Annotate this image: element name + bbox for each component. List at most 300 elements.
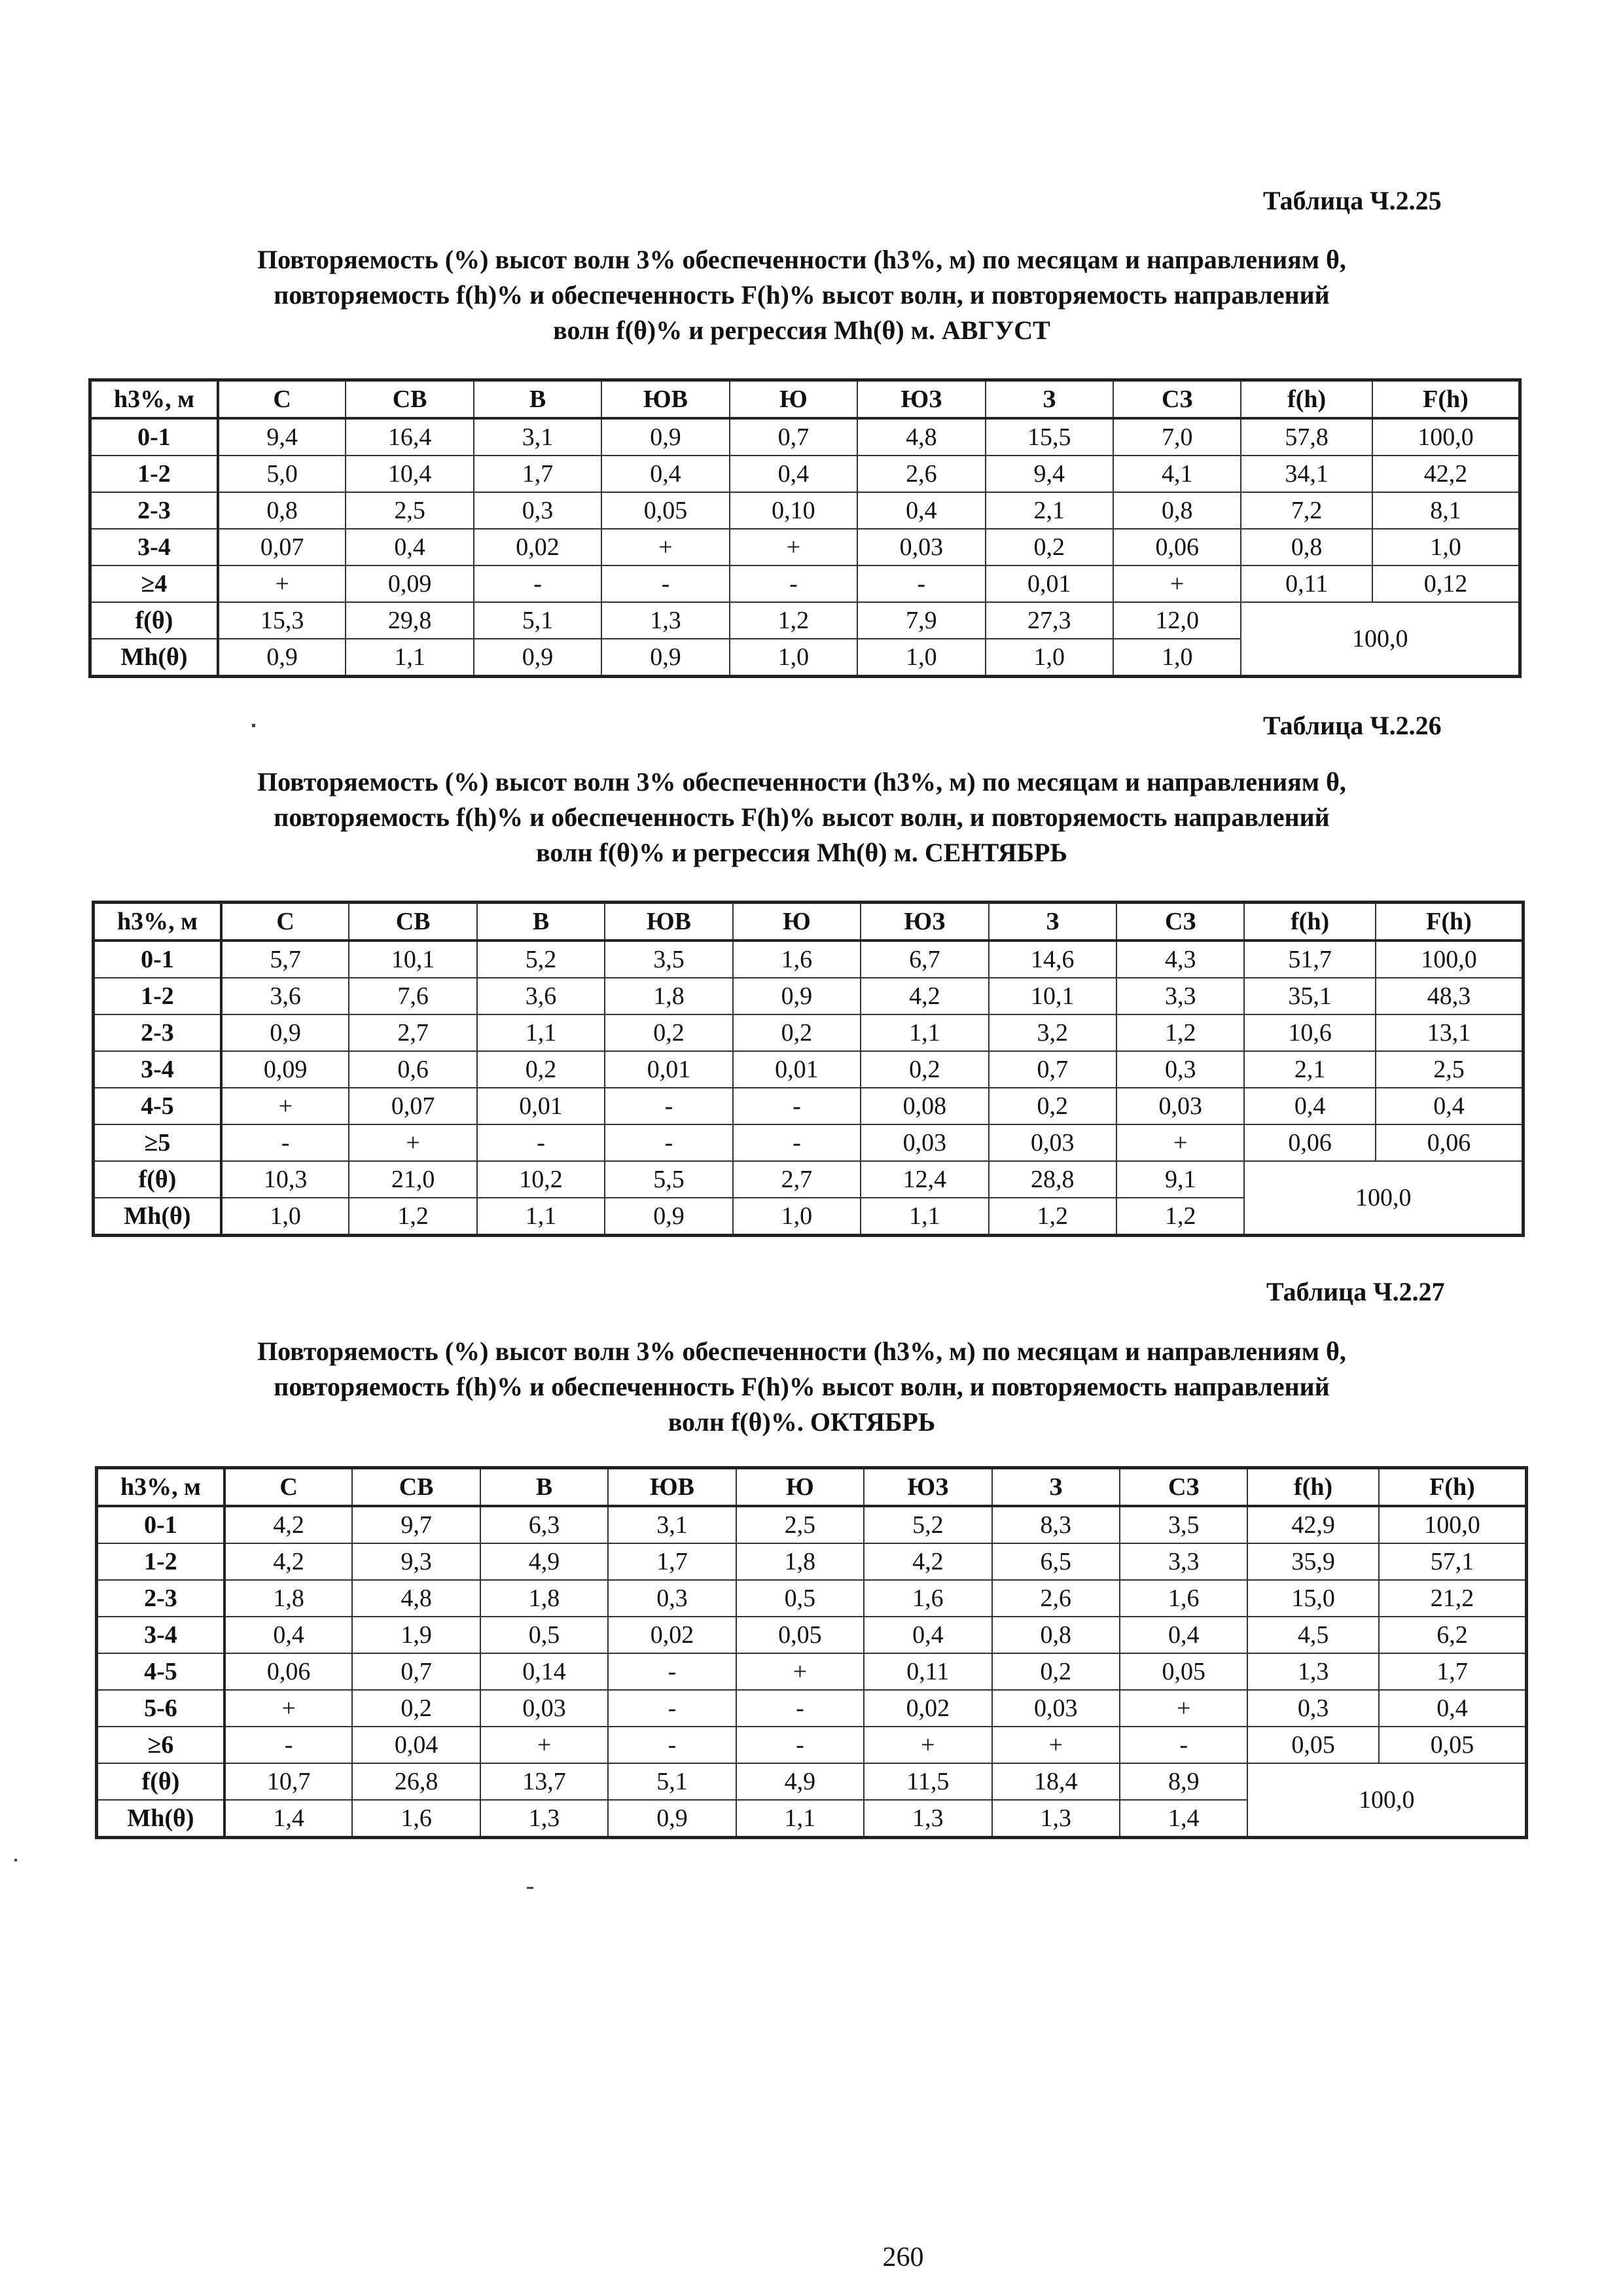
table-cell: 0,4 [857, 492, 985, 529]
column-header: СЗ [1120, 1468, 1247, 1507]
table-cell: 16,4 [346, 418, 473, 456]
row-label: 2-3 [94, 1014, 221, 1051]
table-cell: 0,8 [1241, 529, 1372, 565]
table-cell: 10,2 [477, 1161, 605, 1198]
table-cell: - [733, 1124, 861, 1161]
title-line: волн f(θ)% и регрессия Mh(θ) м. СЕНТЯБРЬ [536, 838, 1067, 867]
table-cell: - [601, 565, 729, 602]
column-header: h3%, м [94, 903, 221, 941]
table-cell: 1,9 [352, 1617, 480, 1653]
table-cell: 0,03 [992, 1690, 1120, 1727]
table-cell: 0,05 [1379, 1727, 1527, 1763]
table-cell: 7,6 [349, 978, 476, 1014]
table-row [97, 1653, 1527, 1690]
table-cell: + [1120, 1690, 1247, 1727]
table-cell: 4,3 [1116, 941, 1244, 978]
table-cell: - [608, 1727, 736, 1763]
column-header: СЗ [1113, 380, 1241, 419]
table-cell: 0,7 [989, 1051, 1116, 1088]
table-row [97, 1727, 1527, 1763]
table-cell: - [608, 1653, 736, 1690]
row-label: 1-2 [90, 456, 218, 492]
table-cell: 1,6 [1120, 1580, 1247, 1617]
column-header: В [474, 380, 601, 419]
table-cell: 0,2 [352, 1690, 480, 1727]
table-cell: 2,1 [986, 492, 1113, 529]
table-cell: 1,1 [736, 1800, 864, 1838]
table-cell: 13,7 [480, 1763, 608, 1800]
table-cell: 2,6 [857, 456, 985, 492]
row-label: f(θ) [90, 602, 218, 639]
column-header: f(h) [1244, 903, 1375, 941]
column-header: F(h) [1376, 903, 1524, 941]
table-cell: 0,5 [480, 1617, 608, 1653]
table-cell: 9,4 [218, 418, 346, 456]
column-header: З [992, 1468, 1120, 1507]
table-cell: 1,1 [346, 639, 473, 677]
table-cell: 1,4 [224, 1800, 352, 1838]
table-cell: 0,02 [864, 1690, 991, 1727]
table-cell: 1,3 [992, 1800, 1120, 1838]
table-row [97, 1580, 1527, 1617]
table-cell: 3,6 [221, 978, 349, 1014]
table-cell: 1,2 [1116, 1198, 1244, 1236]
table-cell: 35,1 [1244, 978, 1375, 1014]
table-cell: 4,1 [1113, 456, 1241, 492]
table-cell: 1,3 [480, 1800, 608, 1838]
table-cell: + [218, 565, 346, 602]
column-header: С [221, 903, 349, 941]
table-cell: 10,1 [989, 978, 1116, 1014]
table-cell: 15,0 [1247, 1580, 1378, 1617]
table-cell: - [221, 1124, 349, 1161]
table-cell: 15,5 [986, 418, 1113, 456]
table-cell: 1,8 [480, 1580, 608, 1617]
table-cell: + [1113, 565, 1241, 602]
table-cell: 0,4 [224, 1617, 352, 1653]
f-theta-row [90, 602, 1520, 639]
table-cell: 57,1 [1379, 1543, 1527, 1580]
table-cell: 6,3 [480, 1506, 608, 1543]
table-cell: 48,3 [1376, 978, 1524, 1014]
table-cell: 1,7 [1379, 1653, 1527, 1690]
table-cell: 15,3 [218, 602, 346, 639]
table-cell: + [224, 1690, 352, 1727]
table-cell: 100,0 [1372, 418, 1520, 456]
table-cell: 1,8 [736, 1543, 864, 1580]
table-cell: 51,7 [1244, 941, 1375, 978]
table-cell: 0,4 [601, 456, 729, 492]
table-cell: 10,1 [349, 941, 476, 978]
table-cell: 0,12 [1372, 565, 1520, 602]
table-cell: 0,4 [1379, 1690, 1527, 1727]
table-cell: 1,2 [1116, 1014, 1244, 1051]
table-row [97, 1543, 1527, 1580]
table-cell: 10,7 [224, 1763, 352, 1800]
scan-speck [527, 1887, 533, 1889]
table-cell: 1,1 [477, 1014, 605, 1051]
column-header: ЮЗ [861, 903, 988, 941]
table-cell: + [992, 1727, 1120, 1763]
column-header: f(h) [1241, 380, 1372, 419]
row-label: Mh(θ) [90, 639, 218, 677]
table-cell: 10,3 [221, 1161, 349, 1198]
title-line: волн f(θ)% и регрессия Mh(θ) м. АВГУСТ [553, 315, 1050, 345]
table-cell: - [857, 565, 985, 602]
table-row [90, 456, 1520, 492]
table-row [90, 492, 1520, 529]
table-row [94, 1124, 1524, 1161]
table-cell: 0,06 [1376, 1124, 1524, 1161]
table-cell: 10,4 [346, 456, 473, 492]
table-cell: 0,03 [857, 529, 985, 565]
table-cell: 10,6 [1244, 1014, 1375, 1051]
table-cell: 0,04 [352, 1727, 480, 1763]
table-cell: - [730, 565, 857, 602]
table-cell: 0,08 [861, 1088, 988, 1124]
table-row [90, 565, 1520, 602]
table-cell: 4,8 [352, 1580, 480, 1617]
title-line: волн f(θ)%. ОКТЯБРЬ [668, 1407, 936, 1437]
row-label: 2-3 [90, 492, 218, 529]
table-cell: 0,7 [352, 1653, 480, 1690]
title-line: повторяемость f(h)% и обеспеченность F(h)% высот волн, и повторяемость направлений [274, 802, 1330, 832]
row-label: 0-1 [94, 941, 221, 978]
table-cell: 2,5 [1376, 1051, 1524, 1088]
table-cell: 9,4 [986, 456, 1113, 492]
table-cell: 0,07 [218, 529, 346, 565]
table-cell: 1,1 [477, 1198, 605, 1236]
table-cell: 0,8 [1113, 492, 1241, 529]
table-cell: 0,07 [349, 1088, 476, 1124]
table-cell: 1,0 [857, 639, 985, 677]
title-line: Повторяемость (%) высот волн 3% обеспеченности (h3%, м) по месяцам и направлениям θ, [257, 767, 1346, 797]
row-label: 4-5 [97, 1653, 224, 1690]
table-cell: 5,2 [864, 1506, 991, 1543]
table-cell: 9,7 [352, 1506, 480, 1543]
table-cell: 0,05 [1120, 1653, 1247, 1690]
table-cell: 4,2 [864, 1543, 991, 1580]
table-cell: 5,7 [221, 941, 349, 978]
table-row [90, 529, 1520, 565]
table-cell: 0,05 [1247, 1727, 1378, 1763]
table-cell: + [601, 529, 729, 565]
table-header-row [94, 903, 1524, 941]
table-cell: 1,6 [864, 1580, 991, 1617]
row-label: 3-4 [97, 1617, 224, 1653]
column-header: В [480, 1468, 608, 1507]
table-cell: 1,6 [352, 1800, 480, 1838]
table-cell: 0,2 [605, 1014, 732, 1051]
table-cell: 1,2 [349, 1198, 476, 1236]
table-cell: 4,2 [224, 1543, 352, 1580]
table-cell: 1,0 [1113, 639, 1241, 677]
table-cell: 21,0 [349, 1161, 476, 1198]
table-cell: 0,4 [346, 529, 473, 565]
table-cell: 0,9 [733, 978, 861, 1014]
wave-table [88, 378, 1522, 678]
table-cell: - [474, 565, 601, 602]
column-header: СВ [352, 1468, 480, 1507]
table-cell: 4,9 [736, 1763, 864, 1800]
table-number: Таблица Ч.2.26 [1263, 711, 1442, 740]
table-cell: 6,2 [1379, 1617, 1527, 1653]
page-number: 260 [882, 2242, 924, 2272]
table-cell: 6,5 [992, 1543, 1120, 1580]
column-header: В [477, 903, 605, 941]
row-label: ≥4 [90, 565, 218, 602]
table-cell: 12,0 [1113, 602, 1241, 639]
table-cell: 0,03 [480, 1690, 608, 1727]
table-cell: - [608, 1690, 736, 1727]
table-cell: 3,1 [474, 418, 601, 456]
table-cell: 4,5 [1247, 1617, 1378, 1653]
table-cell: + [864, 1727, 991, 1763]
table-cell: 14,6 [989, 941, 1116, 978]
column-header: f(h) [1247, 1468, 1378, 1507]
table-cell: 11,5 [864, 1763, 991, 1800]
column-header: ЮЗ [864, 1468, 991, 1507]
table-cell: 0,9 [218, 639, 346, 677]
table-cell: - [477, 1124, 605, 1161]
table-cell: 29,8 [346, 602, 473, 639]
table-cell: 1,6 [733, 941, 861, 978]
table-cell: 0,01 [477, 1088, 605, 1124]
table-cell: 3,5 [1120, 1506, 1247, 1543]
row-label: 0-1 [90, 418, 218, 456]
total-cell: 100,0 [1244, 1161, 1523, 1236]
table-cell: 100,0 [1376, 941, 1524, 978]
table-cell: + [221, 1088, 349, 1124]
table-cell: + [736, 1653, 864, 1690]
row-label: 3-4 [90, 529, 218, 565]
total-cell: 100,0 [1241, 602, 1520, 677]
row-label: 4-5 [94, 1088, 221, 1124]
table-cell: 1,0 [733, 1198, 861, 1236]
table-cell: 12,4 [861, 1161, 988, 1198]
table-cell: 0,14 [480, 1653, 608, 1690]
table-cell: 0,9 [601, 418, 729, 456]
table-cell: 18,4 [992, 1763, 1120, 1800]
title-line: повторяемость f(h)% и обеспеченность F(h)% высот волн, и повторяемость направлений [274, 280, 1330, 310]
table-cell: + [730, 529, 857, 565]
table-cell: 9,3 [352, 1543, 480, 1580]
table-cell: 5,2 [477, 941, 605, 978]
column-header: СВ [346, 380, 473, 419]
row-label: f(θ) [97, 1763, 224, 1800]
table-cell: - [736, 1690, 864, 1727]
scan-speck [252, 724, 255, 727]
table-cell: 28,8 [989, 1161, 1116, 1198]
table-cell: 2,7 [733, 1161, 861, 1198]
table-cell: 1,0 [221, 1198, 349, 1236]
table-cell: + [349, 1124, 476, 1161]
row-label: ≥5 [94, 1124, 221, 1161]
table-cell: 21,2 [1379, 1580, 1527, 1617]
table-cell: - [733, 1088, 861, 1124]
table-cell: 0,3 [608, 1580, 736, 1617]
table-cell: 0,06 [224, 1653, 352, 1690]
f-theta-row [97, 1763, 1527, 1800]
column-header: Ю [730, 380, 857, 419]
row-label: 1-2 [94, 978, 221, 1014]
table-cell: 1,4 [1120, 1800, 1247, 1838]
table-cell: 0,01 [986, 565, 1113, 602]
column-header: СВ [349, 903, 476, 941]
table-cell: 1,3 [864, 1800, 991, 1838]
table-number: Таблица Ч.2.27 [1266, 1277, 1445, 1306]
column-header: ЮВ [601, 380, 729, 419]
wave-table [92, 901, 1525, 1237]
table-cell: 0,10 [730, 492, 857, 529]
table-cell: - [605, 1124, 732, 1161]
table-cell: 0,4 [1120, 1617, 1247, 1653]
table-cell: 0,02 [474, 529, 601, 565]
table-cell: 3,6 [477, 978, 605, 1014]
table-cell: 42,9 [1247, 1506, 1378, 1543]
table-cell: 1,3 [601, 602, 729, 639]
table-cell: 8,3 [992, 1506, 1120, 1543]
wave-table [95, 1466, 1528, 1839]
table-cell: 13,1 [1376, 1014, 1524, 1051]
table-row [94, 1051, 1524, 1088]
column-header: F(h) [1379, 1468, 1527, 1507]
table-cell: 4,2 [861, 978, 988, 1014]
title-line: повторяемость f(h)% и обеспеченность F(h)% высот волн, и повторяемость направлений [274, 1372, 1330, 1401]
table-cell: 3,1 [608, 1506, 736, 1543]
column-header: С [218, 380, 346, 419]
table-cell: 0,02 [608, 1617, 736, 1653]
table-title [98, 1334, 1505, 1440]
table-cell: 0,9 [221, 1014, 349, 1051]
table-cell: 57,8 [1241, 418, 1372, 456]
table-row [97, 1506, 1527, 1543]
table-cell: 2,7 [349, 1014, 476, 1051]
table-cell: 0,7 [730, 418, 857, 456]
column-header: h3%, м [97, 1468, 224, 1507]
table-row [94, 941, 1524, 978]
table-cell: 0,2 [992, 1653, 1120, 1690]
table-row [94, 1014, 1524, 1051]
table-cell: 9,1 [1116, 1161, 1244, 1198]
table-cell: 1,3 [1247, 1653, 1378, 1690]
table-cell: 6,7 [861, 941, 988, 978]
table-cell: 0,3 [1247, 1690, 1378, 1727]
table-cell: 0,2 [986, 529, 1113, 565]
table-cell: 3,2 [989, 1014, 1116, 1051]
column-header: ЮВ [608, 1468, 736, 1507]
table-cell: 1,0 [986, 639, 1113, 677]
row-label: f(θ) [94, 1161, 221, 1198]
column-header: ЮВ [605, 903, 732, 941]
table-cell: 5,0 [218, 456, 346, 492]
table-cell: 1,8 [224, 1580, 352, 1617]
table-cell: 1,7 [608, 1543, 736, 1580]
table-cell: 5,1 [474, 602, 601, 639]
table-row [94, 1088, 1524, 1124]
table-cell: 0,4 [730, 456, 857, 492]
table-cell: 1,2 [989, 1198, 1116, 1236]
table-cell: 0,01 [733, 1051, 861, 1088]
table-cell: 0,03 [989, 1124, 1116, 1161]
row-label: 0-1 [97, 1506, 224, 1543]
table-cell: - [224, 1727, 352, 1763]
table-cell: 8,9 [1120, 1763, 1247, 1800]
title-line: Повторяемость (%) высот волн 3% обеспеченности (h3%, м) по месяцам и направлениям θ, [257, 1336, 1346, 1366]
column-header: F(h) [1372, 380, 1520, 419]
table-cell: 0,09 [346, 565, 473, 602]
table-cell: 1,1 [861, 1198, 988, 1236]
table-title [98, 242, 1505, 348]
table-cell: 0,9 [474, 639, 601, 677]
table-cell: 2,5 [346, 492, 473, 529]
table-cell: 26,8 [352, 1763, 480, 1800]
table-cell: 0,6 [349, 1051, 476, 1088]
table-cell: 5,5 [605, 1161, 732, 1198]
table-cell: 1,7 [474, 456, 601, 492]
table-cell: 0,9 [608, 1800, 736, 1838]
table-cell: 3,3 [1116, 978, 1244, 1014]
table-cell: 4,2 [224, 1506, 352, 1543]
row-label: Mh(θ) [97, 1800, 224, 1838]
table-cell: 1,2 [730, 602, 857, 639]
row-label: 1-2 [97, 1543, 224, 1580]
table-cell: 4,9 [480, 1543, 608, 1580]
table-cell: 0,9 [605, 1198, 732, 1236]
scan-speck [14, 1859, 17, 1861]
table-cell: 2,1 [1244, 1051, 1375, 1088]
table-cell: 5,1 [608, 1763, 736, 1800]
column-header: С [224, 1468, 352, 1507]
table-cell: 0,8 [992, 1617, 1120, 1653]
column-header: З [989, 903, 1116, 941]
table-cell: 0,3 [1116, 1051, 1244, 1088]
table-cell: 7,2 [1241, 492, 1372, 529]
table-row [97, 1690, 1527, 1727]
table-cell: 0,05 [601, 492, 729, 529]
table-cell: 0,5 [736, 1580, 864, 1617]
table-cell: 0,9 [601, 639, 729, 677]
table-cell: 2,6 [992, 1580, 1120, 1617]
table-cell: 7,9 [857, 602, 985, 639]
row-label: ≥6 [97, 1727, 224, 1763]
column-header: СЗ [1116, 903, 1244, 941]
table-cell: 34,1 [1241, 456, 1372, 492]
table-number: Таблица Ч.2.25 [1263, 186, 1442, 215]
total-cell: 100,0 [1247, 1763, 1526, 1838]
table-header-row [97, 1468, 1527, 1507]
table-cell: 27,3 [986, 602, 1113, 639]
table-cell: 3,5 [605, 941, 732, 978]
table-row [97, 1617, 1527, 1653]
column-header: ЮЗ [857, 380, 985, 419]
table-cell: 0,8 [218, 492, 346, 529]
table-cell: 2,5 [736, 1506, 864, 1543]
table-title [98, 764, 1505, 870]
row-label: Mh(θ) [94, 1198, 221, 1236]
table-cell: 0,2 [861, 1051, 988, 1088]
table-cell: 0,2 [477, 1051, 605, 1088]
table-cell: 0,4 [1376, 1088, 1524, 1124]
table-cell: 4,8 [857, 418, 985, 456]
table-cell: 0,11 [864, 1653, 991, 1690]
table-header-row [90, 380, 1520, 419]
column-header: Ю [736, 1468, 864, 1507]
f-theta-row [94, 1161, 1524, 1198]
table-cell: 35,9 [1247, 1543, 1378, 1580]
table-cell: 0,05 [736, 1617, 864, 1653]
table-cell: 8,1 [1372, 492, 1520, 529]
